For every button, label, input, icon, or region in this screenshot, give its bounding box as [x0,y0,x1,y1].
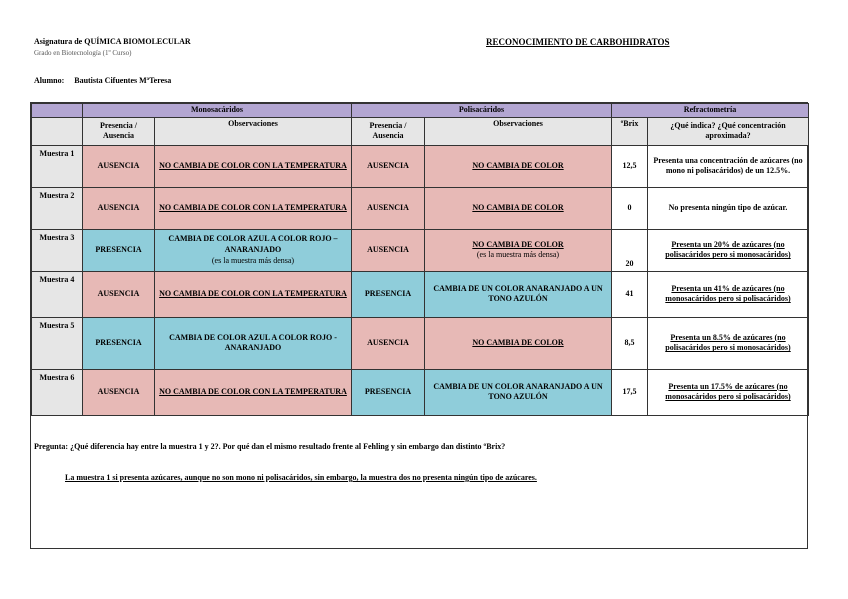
brix-value: 8,5 [612,317,648,369]
mono-presence: AUSENCIA [83,145,155,187]
indica-text: Presenta un 20% de azúcares (no polisacáridos pero si monosacáridos) [648,229,809,271]
indica-text: Presenta una concentración de azúcares (no mono ni polisacáridos) de un 12.5%. [648,145,809,187]
row-label: Muestra 3 [32,229,83,271]
table-row [32,369,809,415]
group-monosacaridos: Monosacáridos [83,104,352,118]
indica-text: No presenta ningún tipo de azúcar. [648,187,809,229]
indica-text: Presenta un 17.5% de azúcares (no monosacáridos pero si polisacáridos) [648,369,809,415]
results-box [30,102,808,549]
table-row [32,271,809,317]
poli-observation-main: NO CAMBIA DE COLOR [472,239,564,249]
mono-observation: NO CAMBIA DE COLOR CON LA TEMPERATURA [155,271,352,317]
row-label: Muestra 1 [32,145,83,187]
poli-observation: CAMBIA DE UN COLOR ANARANJADO A UN TONO AZULÓN [425,271,612,317]
answer-text: La muestra 1 si presenta azúcares, aunque no son mono ni polisacáridos, sin embargo, la muestra dos no presenta ningún tipo de azúcares. [65,473,537,482]
group-polisacaridos: Polisacáridos [352,104,612,118]
mono-observation [155,229,352,271]
brix-value: 17,5 [612,369,648,415]
question-text: Pregunta: ¿Qué diferencia hay entre la muestra 1 y 2?. Por qué dan el mismo resultado frente al Fehling y sin embargo dan distinto ºBrix? [34,442,506,451]
brix-value: 20 [612,229,648,271]
brix-value: 41 [612,271,648,317]
poli-observation [425,229,612,271]
table-row [32,229,809,271]
mono-presence: AUSENCIA [83,187,155,229]
col-brix: ºBrix [612,117,648,145]
poli-observation-note: (es la muestra más densa) [476,250,560,260]
poli-presence: AUSENCIA [352,145,425,187]
brix-value: 12,5 [612,145,648,187]
mono-presence: PRESENCIA [83,317,155,369]
degree-subtitle: Grado en Biotecnología (1º Curso) [34,49,132,57]
table-row [32,145,809,187]
student-line [34,76,171,85]
col-mono-presence: Presencia / Ausencia [83,117,155,145]
mono-observation-note: (es la muestra más densa) [211,255,295,265]
mono-observation: NO CAMBIA DE COLOR CON LA TEMPERATURA [155,187,352,229]
indica-text: Presenta un 41% de azúcares (no monosacáridos pero si polisacáridos) [648,271,809,317]
document-header [34,37,191,57]
col-mono-obs: Observaciones [155,117,352,145]
table-row [32,187,809,229]
row-label: Muestra 5 [32,317,83,369]
brix-value: 0 [612,187,648,229]
poli-presence: AUSENCIA [352,317,425,369]
row-label: Muestra 2 [32,187,83,229]
group-refractometria: Refractometría [612,104,809,118]
page-title: RECONOCIMIENTO DE CARBOHIDRATOS [486,37,670,47]
poli-presence: AUSENCIA [352,187,425,229]
poli-observation: NO CAMBIA DE COLOR [425,317,612,369]
student-name: Bautista Cifuentes MªTeresa [74,76,172,85]
col-poli-presence: Presencia / Ausencia [352,117,425,145]
row-label: Muestra 6 [32,369,83,415]
poli-observation: CAMBIA DE UN COLOR ANARANJADO A UN TONO AZULÓN [425,369,612,415]
poli-presence: PRESENCIA [352,271,425,317]
poli-observation: NO CAMBIA DE COLOR [425,187,612,229]
mono-observation-main: CAMBIA DE COLOR AZUL A COLOR ROJO – ANARANJADO [168,234,338,254]
indica-text: Presenta un 8.5% de azúcares (no polisacáridos pero si monosacáridos) [648,317,809,369]
poli-presence: PRESENCIA [352,369,425,415]
col-poli-obs: Observaciones [425,117,612,145]
mono-presence: AUSENCIA [83,271,155,317]
poli-observation: NO CAMBIA DE COLOR [425,145,612,187]
poli-presence: AUSENCIA [352,229,425,271]
col-indica: ¿Qué indica? ¿Qué concentración aproximada? [648,117,809,145]
row-label: Muestra 4 [32,271,83,317]
subject-title: Asignatura de QUÍMICA BIOMOLECULAR [34,37,191,46]
mono-presence: AUSENCIA [83,369,155,415]
mono-observation: NO CAMBIA DE COLOR CON LA TEMPERATURA [155,369,352,415]
table-row [32,317,809,369]
mono-observation: NO CAMBIA DE COLOR CON LA TEMPERATURA [155,145,352,187]
results-table [31,103,809,416]
student-label: Alumno: [34,76,65,85]
mono-observation: CAMBIA DE COLOR AZUL A COLOR ROJO - ANARANJADO [155,317,352,369]
mono-presence: PRESENCIA [83,229,155,271]
